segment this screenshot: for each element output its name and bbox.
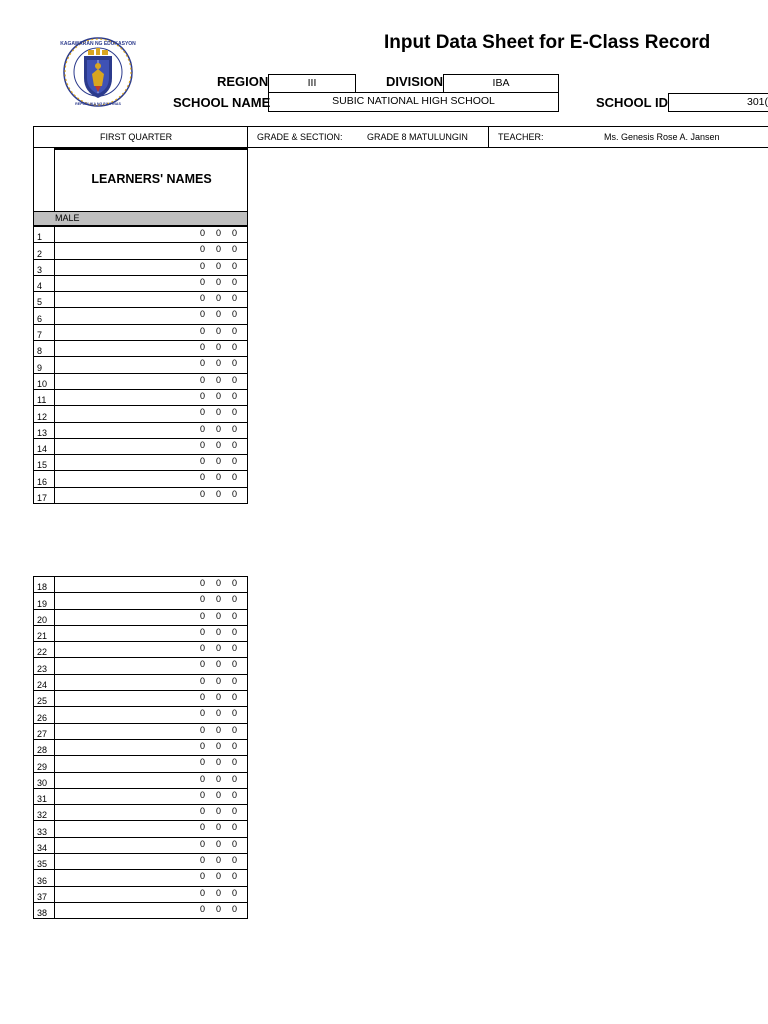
row-number: 33 bbox=[37, 826, 48, 837]
row-number: 26 bbox=[37, 712, 48, 723]
score-cell: 0 bbox=[200, 228, 206, 238]
row-number: 11 bbox=[37, 395, 47, 406]
row-number: 12 bbox=[37, 411, 48, 422]
table-row[interactable] bbox=[34, 405, 247, 421]
score-cell: 0 bbox=[200, 390, 206, 401]
score-cell: 0 bbox=[200, 871, 206, 882]
score-cell: 0 bbox=[232, 773, 238, 784]
score-cell: 0 bbox=[216, 407, 222, 418]
score-cell: 0 bbox=[232, 276, 238, 287]
score-cell: 0 bbox=[200, 293, 206, 304]
row-number: 17 bbox=[37, 493, 48, 504]
row-number: 18 bbox=[37, 582, 48, 593]
table-row[interactable] bbox=[34, 837, 247, 853]
table-row[interactable] bbox=[34, 576, 247, 592]
row-number: 15 bbox=[37, 460, 48, 471]
row-number: 24 bbox=[37, 680, 48, 691]
score-cell: 0 bbox=[200, 806, 206, 817]
table-row[interactable] bbox=[34, 226, 247, 242]
score-cell: 0 bbox=[232, 488, 238, 499]
score-cell: 0 bbox=[216, 439, 222, 450]
school-id-field[interactable]: 301( bbox=[668, 93, 768, 112]
row-number: 22 bbox=[37, 647, 48, 658]
score-cell: 0 bbox=[232, 740, 238, 751]
seal-top-text: KAGAWARAN NG EDUKASYON bbox=[60, 41, 136, 47]
region-field[interactable]: III bbox=[268, 74, 356, 93]
score-cell: 0 bbox=[216, 773, 222, 784]
row-number: 36 bbox=[37, 875, 48, 886]
score-cell: 0 bbox=[200, 855, 206, 866]
score-cell: 0 bbox=[200, 472, 206, 483]
table-row[interactable] bbox=[34, 592, 247, 608]
score-cell: 0 bbox=[232, 887, 238, 898]
score-cell: 0 bbox=[200, 342, 206, 353]
score-cell: 0 bbox=[232, 757, 238, 768]
score-cell: 0 bbox=[216, 488, 222, 499]
score-cell: 0 bbox=[232, 325, 238, 336]
score-cell: 0 bbox=[200, 773, 206, 784]
table-row[interactable] bbox=[34, 609, 247, 625]
score-cell: 0 bbox=[200, 610, 206, 621]
score-cell: 0 bbox=[216, 472, 222, 483]
score-cell: 0 bbox=[232, 358, 238, 369]
table-row[interactable] bbox=[34, 706, 247, 722]
score-cell: 0 bbox=[216, 724, 222, 735]
school-name-label: SCHOOL NAME bbox=[173, 95, 271, 110]
row-number: 25 bbox=[37, 696, 48, 707]
score-cell: 0 bbox=[216, 578, 222, 588]
table-row[interactable] bbox=[34, 422, 247, 438]
division-field[interactable]: IBA bbox=[443, 74, 559, 93]
row-number: 9 bbox=[37, 362, 43, 373]
score-cell: 0 bbox=[232, 789, 238, 800]
score-cell: 0 bbox=[216, 244, 222, 255]
grade-section-label: GRADE & SECTION: bbox=[257, 132, 343, 142]
table-row[interactable] bbox=[34, 389, 247, 405]
row-number: 32 bbox=[37, 810, 48, 821]
score-cell: 0 bbox=[200, 724, 206, 735]
table-row[interactable] bbox=[34, 307, 247, 323]
score-cell: 0 bbox=[200, 260, 206, 271]
table-row[interactable] bbox=[34, 886, 247, 902]
row-number: 16 bbox=[37, 476, 48, 487]
score-cell: 0 bbox=[200, 789, 206, 800]
division-label: DIVISION bbox=[386, 74, 444, 89]
score-cell: 0 bbox=[200, 488, 206, 499]
table-row[interactable] bbox=[34, 438, 247, 454]
row-number: 35 bbox=[37, 859, 48, 870]
score-cell: 0 bbox=[216, 358, 222, 369]
learners-names-header bbox=[33, 148, 248, 211]
score-cell: 0 bbox=[200, 309, 206, 320]
table-row[interactable] bbox=[34, 739, 247, 755]
row-number: 14 bbox=[37, 444, 48, 455]
score-cell: 0 bbox=[216, 887, 222, 898]
score-cell: 0 bbox=[216, 692, 222, 703]
score-cell: 0 bbox=[216, 838, 222, 849]
score-cell: 0 bbox=[216, 822, 222, 833]
table-row[interactable] bbox=[34, 674, 247, 690]
table-row[interactable] bbox=[34, 853, 247, 869]
score-cell: 0 bbox=[216, 659, 222, 670]
score-cell: 0 bbox=[216, 806, 222, 817]
row-number: 23 bbox=[37, 663, 48, 674]
score-cell: 0 bbox=[216, 708, 222, 719]
score-cell: 0 bbox=[232, 472, 238, 483]
score-cell: 0 bbox=[232, 244, 238, 255]
row-number: 13 bbox=[37, 427, 48, 438]
score-cell: 0 bbox=[200, 708, 206, 719]
row-number: 38 bbox=[37, 908, 48, 919]
score-cell: 0 bbox=[232, 626, 238, 637]
row-number: 6 bbox=[37, 313, 43, 324]
score-cell: 0 bbox=[216, 260, 222, 271]
score-cell: 0 bbox=[232, 390, 238, 401]
row-number: 4 bbox=[37, 281, 43, 292]
table-row[interactable] bbox=[34, 324, 247, 340]
score-cell: 0 bbox=[232, 594, 238, 605]
row-number: 10 bbox=[37, 378, 48, 389]
row-number: 3 bbox=[37, 264, 43, 275]
learners-table-block-2 bbox=[33, 576, 248, 919]
score-cell: 0 bbox=[216, 325, 222, 336]
table-row[interactable] bbox=[34, 470, 247, 486]
quarter-bar bbox=[33, 126, 768, 148]
score-cell: 0 bbox=[232, 342, 238, 353]
row-number: 29 bbox=[37, 761, 48, 772]
score-cell: 0 bbox=[232, 838, 238, 849]
score-cell: 0 bbox=[200, 757, 206, 768]
table-row[interactable] bbox=[34, 772, 247, 788]
row-number: 31 bbox=[37, 794, 48, 805]
table-row[interactable] bbox=[34, 755, 247, 771]
score-cell: 0 bbox=[232, 724, 238, 735]
teacher-label: TEACHER: bbox=[498, 132, 544, 142]
row-number: 5 bbox=[37, 297, 43, 308]
male-group-label: MALE bbox=[55, 213, 80, 223]
row-number: 21 bbox=[37, 631, 48, 642]
table-row[interactable] bbox=[34, 902, 247, 918]
score-cell: 0 bbox=[232, 228, 238, 238]
quarter-label: FIRST QUARTER bbox=[100, 132, 173, 142]
score-cell: 0 bbox=[232, 692, 238, 703]
table-row[interactable] bbox=[34, 275, 247, 291]
table-row[interactable] bbox=[34, 373, 247, 389]
score-cell: 0 bbox=[232, 374, 238, 385]
score-cell: 0 bbox=[200, 740, 206, 751]
table-row[interactable] bbox=[34, 820, 247, 836]
score-cell: 0 bbox=[232, 675, 238, 686]
score-cell: 0 bbox=[200, 456, 206, 467]
table-row[interactable] bbox=[34, 356, 247, 372]
row-number: 30 bbox=[37, 777, 48, 788]
score-cell: 0 bbox=[216, 342, 222, 353]
score-cell: 0 bbox=[216, 390, 222, 401]
teacher-value: Ms. Genesis Rose A. Jansen bbox=[604, 132, 720, 142]
score-cell: 0 bbox=[200, 439, 206, 450]
table-row[interactable] bbox=[34, 259, 247, 275]
score-cell: 0 bbox=[200, 675, 206, 686]
score-cell: 0 bbox=[232, 578, 238, 588]
score-cell: 0 bbox=[200, 887, 206, 898]
score-cell: 0 bbox=[200, 578, 206, 588]
school-name-field[interactable]: SUBIC NATIONAL HIGH SCHOOL bbox=[268, 92, 559, 112]
table-row[interactable] bbox=[34, 869, 247, 885]
score-cell: 0 bbox=[216, 276, 222, 287]
score-cell: 0 bbox=[232, 806, 238, 817]
score-cell: 0 bbox=[216, 610, 222, 621]
score-cell: 0 bbox=[200, 903, 206, 914]
score-cell: 0 bbox=[216, 903, 222, 914]
row-number: 28 bbox=[37, 745, 48, 756]
score-cell: 0 bbox=[200, 276, 206, 287]
score-cell: 0 bbox=[232, 610, 238, 621]
learners-table-block-1 bbox=[33, 226, 248, 504]
score-cell: 0 bbox=[232, 643, 238, 654]
score-cell: 0 bbox=[200, 659, 206, 670]
score-cell: 0 bbox=[200, 423, 206, 434]
region-label: REGION bbox=[217, 74, 269, 89]
score-cell: 0 bbox=[232, 456, 238, 467]
row-number: 8 bbox=[37, 346, 43, 357]
score-cell: 0 bbox=[216, 740, 222, 751]
table-row[interactable] bbox=[34, 242, 247, 258]
row-number: 2 bbox=[37, 248, 43, 259]
row-number: 19 bbox=[37, 598, 48, 609]
score-cell: 0 bbox=[232, 855, 238, 866]
score-cell: 0 bbox=[216, 871, 222, 882]
score-cell: 0 bbox=[216, 855, 222, 866]
row-number: 1 bbox=[37, 232, 43, 243]
score-cell: 0 bbox=[216, 594, 222, 605]
score-cell: 0 bbox=[216, 423, 222, 434]
table-row[interactable] bbox=[34, 340, 247, 356]
row-number: 37 bbox=[37, 891, 48, 902]
score-cell: 0 bbox=[200, 643, 206, 654]
score-cell: 0 bbox=[200, 374, 206, 385]
table-row[interactable] bbox=[34, 657, 247, 673]
table-row[interactable] bbox=[34, 625, 247, 641]
score-cell: 0 bbox=[200, 325, 206, 336]
score-cell: 0 bbox=[200, 822, 206, 833]
table-row[interactable] bbox=[34, 487, 247, 503]
deped-seal-icon bbox=[57, 36, 139, 108]
score-cell: 0 bbox=[216, 456, 222, 467]
grade-section-value: GRADE 8 MATULUNGIN bbox=[367, 132, 468, 142]
row-number: 34 bbox=[37, 843, 48, 854]
score-cell: 0 bbox=[216, 626, 222, 637]
score-cell: 0 bbox=[200, 594, 206, 605]
table-row[interactable] bbox=[34, 804, 247, 820]
page-title: Input Data Sheet for E-Class Record bbox=[384, 32, 711, 53]
score-cell: 0 bbox=[216, 374, 222, 385]
score-cell: 0 bbox=[232, 293, 238, 304]
table-row[interactable] bbox=[34, 690, 247, 706]
score-cell: 0 bbox=[200, 626, 206, 637]
table-row[interactable] bbox=[34, 454, 247, 470]
score-cell: 0 bbox=[200, 692, 206, 703]
seal-bottom-text: REPUBLIKA NG PILIPINAS bbox=[75, 102, 121, 106]
score-cell: 0 bbox=[232, 423, 238, 434]
score-cell: 0 bbox=[232, 260, 238, 271]
score-cell: 0 bbox=[200, 358, 206, 369]
score-cell: 0 bbox=[232, 439, 238, 450]
score-cell: 0 bbox=[232, 708, 238, 719]
score-cell: 0 bbox=[232, 871, 238, 882]
row-number: 7 bbox=[37, 330, 43, 341]
table-row[interactable] bbox=[34, 723, 247, 739]
score-cell: 0 bbox=[216, 309, 222, 320]
score-cell: 0 bbox=[216, 293, 222, 304]
score-cell: 0 bbox=[216, 228, 222, 238]
score-cell: 0 bbox=[216, 643, 222, 654]
table-row[interactable] bbox=[34, 291, 247, 307]
score-cell: 0 bbox=[216, 675, 222, 686]
row-number: 20 bbox=[37, 614, 48, 625]
score-cell: 0 bbox=[200, 244, 206, 255]
score-cell: 0 bbox=[232, 903, 238, 914]
score-cell: 0 bbox=[200, 838, 206, 849]
score-cell: 0 bbox=[232, 407, 238, 418]
table-row[interactable] bbox=[34, 641, 247, 657]
table-row[interactable] bbox=[34, 788, 247, 804]
row-number: 27 bbox=[37, 728, 48, 739]
school-id-label: SCHOOL ID bbox=[596, 95, 668, 110]
score-cell: 0 bbox=[216, 789, 222, 800]
score-cell: 0 bbox=[232, 822, 238, 833]
score-cell: 0 bbox=[232, 309, 238, 320]
score-cell: 0 bbox=[216, 757, 222, 768]
score-cell: 0 bbox=[232, 659, 238, 670]
score-cell: 0 bbox=[200, 407, 206, 418]
male-group-bar bbox=[33, 211, 248, 226]
learners-names-heading: LEARNERS' NAMES bbox=[91, 172, 212, 186]
